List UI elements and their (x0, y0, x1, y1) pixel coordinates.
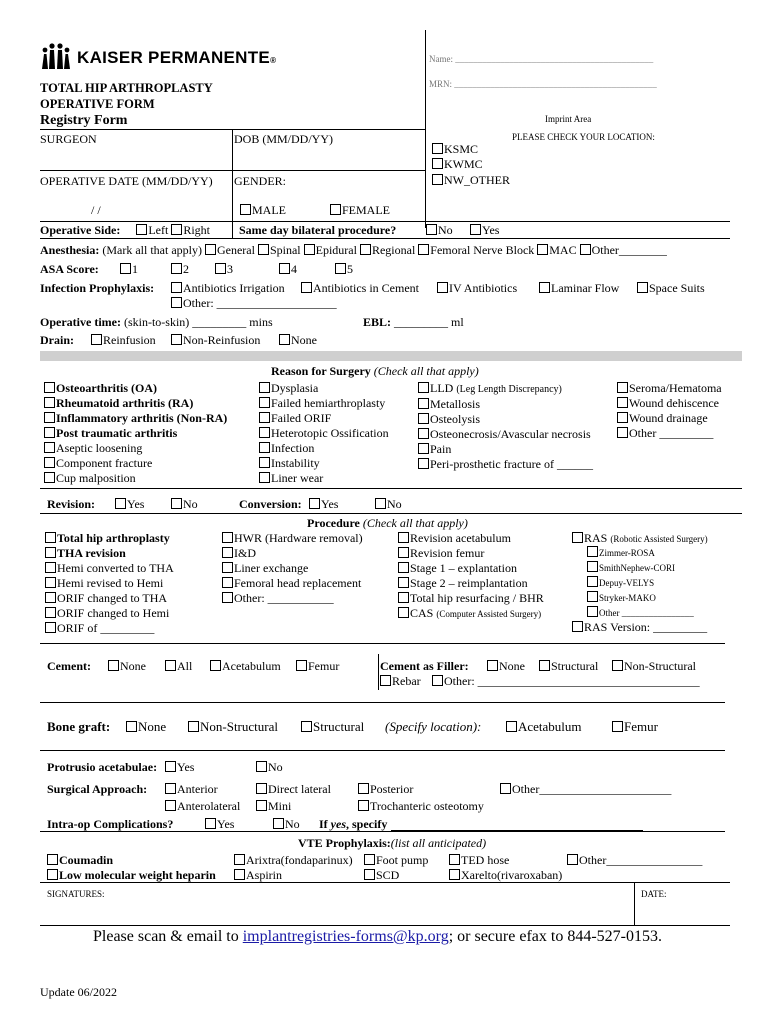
asa-5[interactable]: 5 (335, 262, 353, 276)
date-label: DATE: (641, 889, 667, 899)
gender-male[interactable]: MALE (240, 203, 286, 217)
reason-osteonecrosis[interactable]: Osteonecrosis/Avascular necrosis (418, 427, 593, 442)
checkbox-icon[interactable] (259, 412, 270, 423)
location-nw-other[interactable]: NW_OTHER (432, 173, 510, 187)
checkbox-icon[interactable] (470, 224, 481, 235)
anesthesia-mac[interactable]: MAC (537, 243, 576, 257)
infection-antibiotics-cement[interactable]: Antibiotics in Cement (301, 281, 419, 295)
checkbox-icon[interactable] (432, 143, 443, 154)
checkbox-icon[interactable] (45, 562, 56, 573)
reason-inflammatory[interactable]: Inflammatory arthritis (Non-RA) (44, 411, 227, 426)
checkbox-icon[interactable] (222, 562, 233, 573)
checkbox-icon[interactable] (259, 427, 270, 438)
protrusio-yes[interactable]: Yes (165, 760, 194, 774)
conversion-yes[interactable]: Yes (309, 497, 338, 511)
checkbox-icon[interactable] (222, 577, 233, 588)
checkbox-icon[interactable] (45, 577, 56, 588)
reason-oa[interactable]: Osteoarthritis (OA) (44, 381, 227, 396)
reason-aseptic-loosening[interactable]: Aseptic loosening (44, 441, 227, 456)
filler-non-structural[interactable]: Non-Structural (612, 659, 696, 673)
reason-heterotopic[interactable]: Heterotopic Ossification (259, 426, 389, 441)
reason-wound-drainage[interactable]: Wound drainage (617, 411, 722, 426)
anesthesia-femoral-nerve-block[interactable]: Femoral Nerve Block (418, 243, 534, 257)
graft-none[interactable]: None (126, 720, 166, 734)
same-day-yes[interactable]: Yes (470, 223, 499, 237)
revision-no[interactable]: No (171, 497, 198, 511)
checkbox-icon[interactable] (449, 854, 460, 865)
proc-stage1[interactable]: Stage 1 – explantation (398, 561, 544, 576)
checkbox-icon[interactable] (418, 428, 429, 439)
vte-ted-hose[interactable]: TED hose (449, 853, 509, 867)
checkbox-icon[interactable] (617, 382, 628, 393)
vte-other[interactable]: Other________________ (567, 853, 702, 867)
proc-femoral-head[interactable]: Femoral head replacement (222, 576, 363, 591)
graft-acetabulum[interactable]: Acetabulum (506, 720, 582, 734)
checkbox-icon[interactable] (380, 675, 391, 686)
checkbox-icon[interactable] (91, 334, 102, 345)
checkbox-icon[interactable] (165, 800, 176, 811)
checkbox-icon[interactable] (45, 532, 56, 543)
brand-name: KAISER PERMANENTE® (77, 48, 277, 67)
cement-label: Cement: (47, 659, 91, 673)
checkbox-icon[interactable] (537, 244, 548, 255)
checkbox-icon[interactable] (612, 660, 623, 671)
procedure-col3 (398, 531, 544, 622)
revision-yes[interactable]: Yes (115, 497, 144, 511)
operative-side-row: Operative Side: Left Right (40, 223, 210, 237)
filler-structural[interactable]: Structural (539, 659, 598, 673)
reason-title: Reason for Surgery (Check all that apply) (271, 364, 479, 378)
graft-specify-label: (Specify location): (385, 719, 482, 734)
operative-date-label: OPERATIVE DATE (MM/DD/YY) (40, 174, 213, 188)
proc-ras[interactable]: RAS (Robotic Assisted Surgery) (572, 531, 708, 546)
infection-space-suits[interactable]: Space Suits (637, 281, 705, 295)
checkbox-icon[interactable] (234, 854, 245, 865)
checkbox-icon[interactable] (418, 382, 429, 393)
asa-label: ASA Score: (40, 262, 99, 276)
side-right[interactable]: Right (171, 223, 210, 237)
checkbox-icon[interactable] (432, 675, 443, 686)
checkbox-icon[interactable] (432, 158, 443, 169)
section-divider (40, 351, 742, 361)
checkbox-icon[interactable] (617, 397, 628, 408)
conversion-no[interactable]: No (375, 497, 402, 511)
reason-other[interactable]: Other _________ (617, 426, 722, 441)
reason-cup-malposition[interactable]: Cup malposition (44, 471, 227, 486)
checkbox-icon[interactable] (572, 621, 583, 632)
checkbox-icon[interactable] (358, 800, 369, 811)
checkbox-icon[interactable] (165, 783, 176, 794)
approach-other[interactable]: Other______________________ (500, 782, 671, 796)
checkbox-icon[interactable] (126, 721, 137, 732)
asa-3[interactable]: 3 (215, 262, 233, 276)
checkbox-icon[interactable] (222, 532, 233, 543)
reason-infection[interactable]: Infection (259, 441, 389, 456)
ras-other[interactable]: Other ________________ (587, 606, 694, 621)
checkbox-icon[interactable] (398, 547, 409, 558)
checkbox-icon[interactable] (398, 592, 409, 603)
proc-tha-revision[interactable]: THA revision (45, 546, 174, 561)
checkbox-icon[interactable] (165, 761, 176, 772)
checkbox-icon[interactable] (273, 818, 284, 829)
checkbox-icon[interactable] (487, 660, 498, 671)
checkbox-icon[interactable] (205, 818, 216, 829)
checkbox-icon[interactable] (612, 721, 623, 732)
vte-lmwh[interactable]: Low molecular weight heparin (47, 868, 216, 882)
reason-col1 (44, 381, 227, 486)
checkbox-icon[interactable] (301, 282, 312, 293)
procedure-col1 (45, 531, 174, 636)
proc-other[interactable]: Other: ___________ (222, 591, 363, 606)
checkbox-icon[interactable] (375, 498, 386, 509)
checkbox-icon[interactable] (506, 721, 517, 732)
complications-label: Intra-op Complications? (47, 817, 174, 831)
proc-hemi-to-tha[interactable]: Hemi converted to THA (45, 561, 174, 576)
cement-filler-label: Cement as Filler: (380, 659, 469, 673)
checkbox-icon[interactable] (45, 622, 56, 633)
checkbox-icon[interactable] (296, 660, 307, 671)
location-prompt: PLEASE CHECK YOUR LOCATION: (512, 132, 655, 142)
ras-depuy-velys[interactable]: Depuy-VELYS (587, 576, 694, 591)
checkbox-icon[interactable] (304, 244, 315, 255)
vte-arixtra[interactable]: Arixtra(fondaparinux) (234, 853, 353, 867)
reason-metallosis[interactable]: Metallosis (418, 397, 593, 412)
checkbox-icon[interactable] (432, 174, 443, 185)
complications-specify: If yes, specify (319, 817, 388, 831)
checkbox-icon[interactable] (171, 498, 182, 509)
checkbox-icon[interactable] (120, 263, 131, 274)
protrusio-label: Protrusio acetabulae: (47, 760, 158, 774)
anesthesia-spinal[interactable]: Spinal (258, 243, 301, 257)
checkbox-icon[interactable] (47, 854, 58, 865)
checkbox-icon[interactable] (115, 498, 126, 509)
reason-component-fracture[interactable]: Component fracture (44, 456, 227, 471)
drain-label: Drain: (40, 333, 74, 347)
checkbox-icon[interactable] (171, 282, 182, 293)
proc-id[interactable]: I&D (222, 546, 363, 561)
anesthesia-regional[interactable]: Regional (360, 243, 415, 257)
reason-pain[interactable]: Pain (418, 442, 593, 457)
drain-non-reinfusion[interactable]: Non-Reinfusion (171, 333, 260, 347)
checkbox-icon[interactable] (171, 297, 182, 308)
checkbox-icon[interactable] (45, 607, 56, 618)
checkbox-icon[interactable] (587, 546, 598, 557)
checkbox-icon[interactable] (44, 472, 55, 483)
asa-1[interactable]: 1 (120, 262, 138, 276)
proc-orif-to-hemi[interactable]: ORIF changed to Hemi (45, 606, 174, 621)
reason-failed-orif[interactable]: Failed ORIF (259, 411, 389, 426)
ebl-field[interactable]: EBL: _________ ml (363, 315, 464, 329)
checkbox-icon[interactable] (256, 783, 267, 794)
checkbox-icon[interactable] (567, 854, 578, 865)
checkbox-icon[interactable] (188, 721, 199, 732)
checkbox-icon[interactable] (364, 854, 375, 865)
proc-cas[interactable]: CAS (Computer Assisted Surgery) (398, 606, 544, 622)
checkbox-icon[interactable] (240, 204, 251, 215)
checkbox-icon[interactable] (279, 334, 290, 345)
checkbox-icon[interactable] (256, 800, 267, 811)
checkbox-icon[interactable] (587, 561, 598, 572)
drain-reinfusion[interactable]: Reinfusion (91, 333, 156, 347)
anesthesia-row: Anesthesia: (Mark all that apply) General Spinal Epidural Regional Femoral Nerve Block MAC Other________ (40, 243, 667, 257)
reason-failed-hemi[interactable]: Failed hemiarthroplasty (259, 396, 389, 411)
infection-label: Infection Prophylaxis: (40, 281, 155, 295)
cement-all[interactable]: All (165, 659, 192, 673)
checkbox-icon[interactable] (44, 382, 55, 393)
reason-col2 (259, 381, 389, 486)
checkbox-icon[interactable] (539, 660, 550, 671)
vte-xarelto[interactable]: Xarelto(rivaroxaban) (449, 868, 562, 882)
checkbox-icon[interactable] (426, 224, 437, 235)
approach-mini[interactable]: Mini (256, 799, 291, 813)
reason-liner-wear[interactable]: Liner wear (259, 471, 389, 486)
reason-lld[interactable]: LLD (Leg Length Discrepancy) (418, 381, 593, 397)
checkbox-icon[interactable] (539, 282, 550, 293)
infection-iv-antibiotics[interactable]: IV Antibiotics (437, 281, 517, 295)
proc-tha[interactable]: Total hip arthroplasty (45, 531, 174, 546)
checkbox-icon[interactable] (259, 382, 270, 393)
form-title-line1: TOTAL HIP ARTHROPLASTY (40, 81, 213, 95)
proc-revision-femur[interactable]: Revision femur (398, 546, 544, 561)
reason-col3 (418, 381, 593, 472)
checkbox-icon[interactable] (418, 398, 429, 409)
mrn-field[interactable]: MRN: _____________________________________________ (429, 79, 657, 89)
drain-none[interactable]: None (279, 333, 317, 347)
checkbox-icon[interactable] (222, 547, 233, 558)
checkbox-icon[interactable] (360, 244, 371, 255)
checkbox-icon[interactable] (398, 607, 409, 618)
checkbox-icon[interactable] (418, 443, 429, 454)
anesthesia-other[interactable]: Other________ (580, 243, 667, 257)
checkbox-icon[interactable] (222, 592, 233, 603)
proc-resurfacing[interactable]: Total hip resurfacing / BHR (398, 591, 544, 606)
filler-none[interactable]: None (487, 659, 525, 673)
cement-none[interactable]: None (108, 659, 146, 673)
checkbox-icon[interactable] (572, 532, 583, 543)
checkbox-icon[interactable] (210, 660, 221, 671)
infection-laminar-flow[interactable]: Laminar Flow (539, 281, 619, 295)
graft-femur[interactable]: Femur (612, 720, 658, 734)
kaiser-logo-icon (40, 41, 72, 71)
approach-posterior[interactable]: Posterior (358, 782, 413, 796)
form-title-line3: Registry Form (40, 113, 128, 128)
anesthesia-general[interactable]: General (205, 243, 255, 257)
reason-post-traumatic[interactable]: Post traumatic arthritis (44, 426, 227, 441)
proc-hwr[interactable]: HWR (Hardware removal) (222, 531, 363, 546)
ras-zimmer-rosa[interactable]: Zimmer-ROSA (587, 546, 694, 561)
ras-options (587, 546, 694, 621)
checkbox-icon[interactable] (136, 224, 147, 235)
checkbox-icon[interactable] (580, 244, 591, 255)
vte-foot-pump[interactable]: Foot pump (364, 853, 428, 867)
vte-title: VTE Prophylaxis:(list all anticipated) (298, 836, 487, 850)
checkbox-icon[interactable] (171, 263, 182, 274)
checkbox-icon[interactable] (256, 761, 267, 772)
graft-structural[interactable]: Structural (301, 720, 364, 734)
bone-graft-label: Bone graft: (47, 719, 111, 734)
reason-ra[interactable]: Rheumatoid arthritis (RA) (44, 396, 227, 411)
proc-orif-of[interactable]: ORIF of _________ (45, 621, 174, 636)
protrusio-no[interactable]: No (256, 760, 283, 774)
checkbox-icon[interactable] (309, 498, 320, 509)
asa-2[interactable]: 2 (171, 262, 189, 276)
location-ksmc[interactable]: KSMC (432, 142, 478, 156)
checkbox-icon[interactable] (617, 412, 628, 423)
ras-version[interactable]: RAS Version: _________ (572, 620, 707, 634)
checkbox-icon[interactable] (301, 721, 312, 732)
checkbox-icon[interactable] (44, 412, 55, 423)
checkbox-icon[interactable] (45, 592, 56, 603)
reason-seroma[interactable]: Seroma/Hematoma (617, 381, 722, 396)
conversion-label: Conversion: (239, 497, 302, 511)
checkbox-icon[interactable] (215, 263, 226, 274)
checkbox-icon[interactable] (637, 282, 648, 293)
infection-other[interactable]: Other: ____________________ (171, 296, 337, 310)
checkbox-icon[interactable] (108, 660, 119, 671)
complications-no[interactable]: No (273, 817, 300, 831)
checkbox-icon[interactable] (358, 783, 369, 794)
checkbox-icon[interactable] (171, 224, 182, 235)
infection-antibiotics-irrigation[interactable]: Antibiotics Irrigation (171, 281, 285, 295)
revision-label: Revision: (47, 497, 95, 511)
procedure-title: Procedure (Check all that apply) (307, 516, 468, 530)
proc-stage2[interactable]: Stage 2 – reimplantation (398, 576, 544, 591)
checkbox-icon[interactable] (418, 413, 429, 424)
checkbox-icon[interactable] (47, 869, 58, 880)
approach-direct-lateral[interactable]: Direct lateral (256, 782, 331, 796)
checkbox-icon[interactable] (259, 457, 270, 468)
approach-trochanteric-osteotomy[interactable]: Trochanteric osteotomy (358, 799, 484, 813)
checkbox-icon[interactable] (259, 472, 270, 483)
ras-stryker-mako[interactable]: Stryker-MAKO (587, 591, 694, 606)
checkbox-icon[interactable] (617, 427, 628, 438)
vte-scd[interactable]: SCD (364, 868, 399, 882)
proc-liner-exchange[interactable]: Liner exchange (222, 561, 363, 576)
asa-4[interactable]: 4 (279, 262, 297, 276)
dob-label: DOB (MM/DD/YY) (234, 132, 333, 146)
checkbox-icon[interactable] (234, 869, 245, 880)
checkbox-icon[interactable] (205, 244, 216, 255)
checkbox-icon[interactable] (587, 606, 598, 617)
reason-col4 (617, 381, 722, 441)
procedure-col2 (222, 531, 363, 606)
reason-periprosthetic[interactable]: Peri-prosthetic fracture of ______ (418, 457, 593, 472)
anesthesia-epidural[interactable]: Epidural (304, 243, 357, 257)
checkbox-icon[interactable] (398, 532, 409, 543)
checkbox-icon[interactable] (449, 869, 460, 880)
checkbox-icon[interactable] (44, 427, 55, 438)
ras-smithnephew-cori[interactable]: SmithNephew-CORI (587, 561, 694, 576)
checkbox-icon[interactable] (44, 397, 55, 408)
proc-revision-acetabulum[interactable]: Revision acetabulum (398, 531, 544, 546)
checkbox-icon[interactable] (45, 547, 56, 558)
checkbox-icon[interactable] (279, 263, 290, 274)
approach-label: Surgical Approach: (47, 782, 148, 796)
form-title-line2: OPERATIVE FORM (40, 97, 155, 111)
cement-femur[interactable]: Femur (296, 659, 339, 673)
checkbox-icon[interactable] (418, 458, 429, 469)
proc-orif-to-tha[interactable]: ORIF changed to THA (45, 591, 174, 606)
checkbox-icon[interactable] (330, 204, 341, 215)
graft-non-structural[interactable]: Non-Structural (188, 720, 278, 734)
checkbox-icon[interactable] (437, 282, 448, 293)
checkbox-icon[interactable] (398, 577, 409, 588)
checkbox-icon[interactable] (171, 334, 182, 345)
same-day-label: Same day bilateral procedure? (239, 223, 397, 237)
vte-aspirin[interactable]: Aspirin (234, 868, 282, 882)
update-date: Update 06/2022 (40, 985, 117, 999)
filler-rebar[interactable]: Rebar (380, 674, 421, 688)
signatures-label: SIGNATURES: (47, 889, 105, 899)
same-day-no[interactable]: No (426, 223, 453, 237)
scan-instructions: Please scan & email to implantregistries-forms@kp.org; or secure efax to 844-527-0153. (93, 928, 662, 945)
checkbox-icon[interactable] (500, 783, 511, 794)
checkbox-icon[interactable] (335, 263, 346, 274)
checkbox-icon[interactable] (259, 442, 270, 453)
filler-other[interactable]: Other: _____________________________________ (432, 674, 700, 688)
checkbox-icon[interactable] (418, 244, 429, 255)
gender-female[interactable]: FEMALE (330, 203, 390, 217)
location-kwmc[interactable]: KWMC (432, 157, 483, 171)
cement-acetabulum[interactable]: Acetabulum (210, 659, 281, 673)
checkbox-icon[interactable] (587, 576, 598, 587)
approach-anterior[interactable]: Anterior (165, 782, 218, 796)
checkbox-icon[interactable] (165, 660, 176, 671)
approach-anterolateral[interactable]: Anterolateral (165, 799, 240, 813)
checkbox-icon[interactable] (398, 562, 409, 573)
proc-hemi-to-hemi[interactable]: Hemi revised to Hemi (45, 576, 174, 591)
checkbox-icon[interactable] (364, 869, 375, 880)
operative-date-slashes: / / (91, 203, 101, 217)
checkbox-icon[interactable] (259, 397, 270, 408)
email-link[interactable]: implantregistries-forms@kp.org (242, 928, 449, 945)
gender-label: GENDER: (234, 174, 286, 188)
complications-yes[interactable]: Yes (205, 817, 234, 831)
imprint-area-label: Imprint Area (545, 114, 592, 124)
side-left[interactable]: Left (136, 223, 168, 237)
reason-wound-dehiscence[interactable]: Wound dehiscence (617, 396, 722, 411)
surgeon-label: SURGEON (40, 132, 97, 146)
vte-coumadin[interactable]: Coumadin (47, 853, 113, 867)
checkbox-icon[interactable] (44, 457, 55, 468)
name-field[interactable]: Name: ____________________________________________ (429, 54, 654, 64)
checkbox-icon[interactable] (587, 591, 598, 602)
checkbox-icon[interactable] (258, 244, 269, 255)
reason-instability[interactable]: Instability (259, 456, 389, 471)
operative-time-field[interactable]: Operative time: (skin-to-skin) _________ mins (40, 315, 273, 329)
checkbox-icon[interactable] (44, 442, 55, 453)
reason-osteolysis[interactable]: Osteolysis (418, 412, 593, 427)
reason-dysplasia[interactable]: Dysplasia (259, 381, 389, 396)
